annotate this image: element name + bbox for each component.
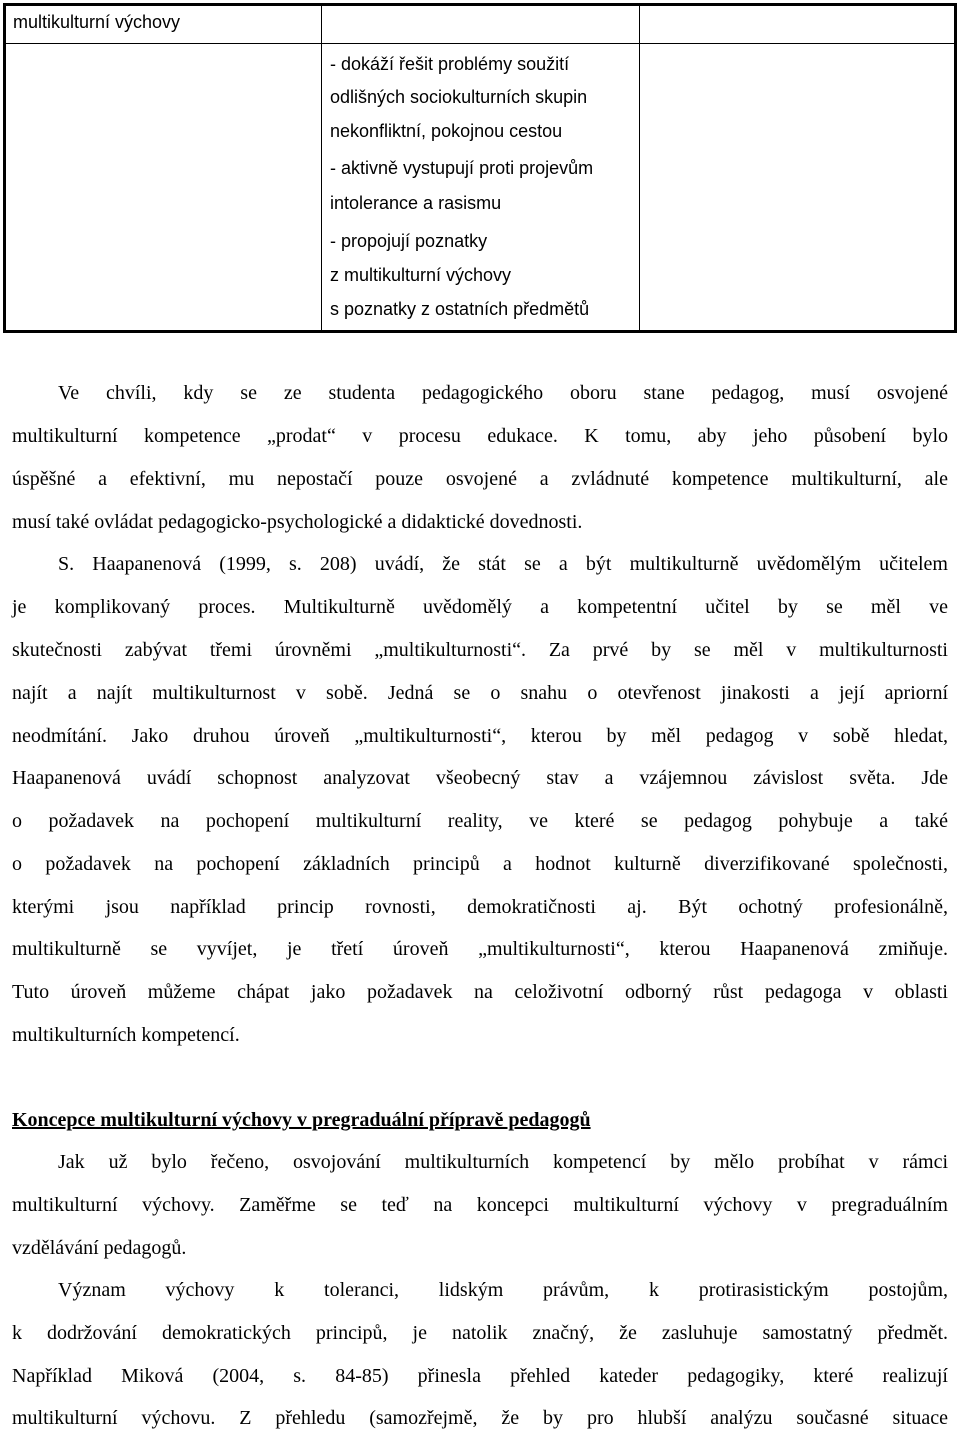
paragraph-line: o požadavek na pochopení multikulturní reality, ve které se pedagog pohybuje a také [12, 810, 948, 832]
paragraph-line: vzdělávání pedagogů. [12, 1237, 187, 1259]
paragraph-line: úspěšné a efektivní, mu nepostačí pouze osvojené a zvládnuté kompetence multikulturní, ale [12, 468, 948, 490]
paragraph-line: Tuto úroveň můžeme chápat jako požadavek na celoživotní odborný růst pedagoga v oblasti [12, 981, 948, 1003]
table-row-divider [6, 43, 321, 44]
paragraph-line: Jak už bylo řečeno, osvojování multikulturních kompetencí by mělo probíhat v rámci [58, 1151, 948, 1173]
table-column-divider [321, 6, 322, 330]
paragraph-line: Význam výchovy k toleranci, lidským právům, k protirasistickým postojům, [58, 1279, 948, 1301]
table-cell-line: z multikulturní výchovy [330, 265, 512, 285]
paragraph-line: o požadavek na pochopení základních principů a hodnot kulturně diverzifikované společnosti, [12, 853, 948, 875]
paragraph-line: multikulturní výchovu. Z přehledu (samozřejmě, že by pro hlubší analýzu současné situace [12, 1407, 948, 1429]
table-cell-line: odlišných sociokulturních skupin [330, 87, 588, 107]
table-cell-line: nekonfliktní, pokojnou cestou [330, 121, 563, 141]
table-row-divider [322, 43, 639, 44]
table-cell-line: intolerance a rasismu [330, 193, 502, 213]
paragraph-line: je komplikovaný proces. Multikulturně uvědomělý a kompetentní učitel by se měl ve [12, 596, 948, 618]
table-cell-topic: multikulturní výchovy [13, 12, 181, 32]
paragraph-line: S. Haapanenová (1999, s. 208) uvádí, že stát se a být multikulturně uvědomělým učitelem [58, 553, 948, 575]
table-cell-line: - dokáží řešit problémy soužití [330, 54, 570, 74]
paragraph-line: Ve chvíli, kdy se ze studenta pedagogického oboru stane pedagog, musí osvojené [58, 382, 948, 404]
content-table [3, 3, 957, 333]
paragraph-line: multikulturní výchovy. Zaměřme se teď na koncepci multikulturní výchovy v pregraduálním [12, 1194, 948, 1216]
paragraph-line: Haapanenová uvádí schopnost analyzovat všeobecný stav a vzájemnou závislost světa. Jde [12, 767, 948, 789]
paragraph-line: k dodržování demokratických principů, je natolik značný, že zasluhuje samostatný předmět. [12, 1322, 948, 1344]
paragraph-line: multikulturní kompetence „prodat“ v procesu edukace. K tomu, aby jeho působení bylo [12, 425, 948, 447]
paragraph-line: musí také ovládat pedagogicko-psychologické a didaktické dovednosti. [12, 511, 583, 533]
paragraph-line: najít a najít multikulturnost v sobě. Jedná se o snahu o otevřenost jinakosti a její apriorní [12, 682, 948, 704]
table-column-divider [639, 6, 640, 330]
paragraph-line: skutečnosti zabývat třemi úrovněmi „multikulturnosti“. Za prvé by se měl v multikulturnosti [12, 639, 948, 661]
section-heading: Koncepce multikulturní výchovy v pregraduální přípravě pedagogů [12, 1109, 591, 1131]
paragraph-line: Například Miková (2004, s. 84-85) přinesla přehled kateder pedagogiky, které realizují [12, 1365, 948, 1387]
paragraph-line: multikulturně se vyvíjet, je třetí úroveň „multikulturnosti“, kterou Haapanenová zmiňuje. [12, 938, 948, 960]
paragraph-line: neodmítání. Jako druhou úroveň „multikulturnosti“, kterou by měl pedagog v sobě hledat, [12, 725, 948, 747]
paragraph-line: multikulturních kompetencí. [12, 1024, 240, 1046]
table-cell-line: - aktivně vystupují proti projevům [330, 158, 594, 178]
table-row-divider [640, 43, 956, 44]
table-cell-line: s poznatky z ostatních předmětů [330, 299, 590, 319]
paragraph-line: kterými jsou například princip rovnosti, demokratičnosti aj. Být ochotný profesionálně, [12, 896, 948, 918]
table-cell-line: - propojují poznatky [330, 231, 488, 251]
